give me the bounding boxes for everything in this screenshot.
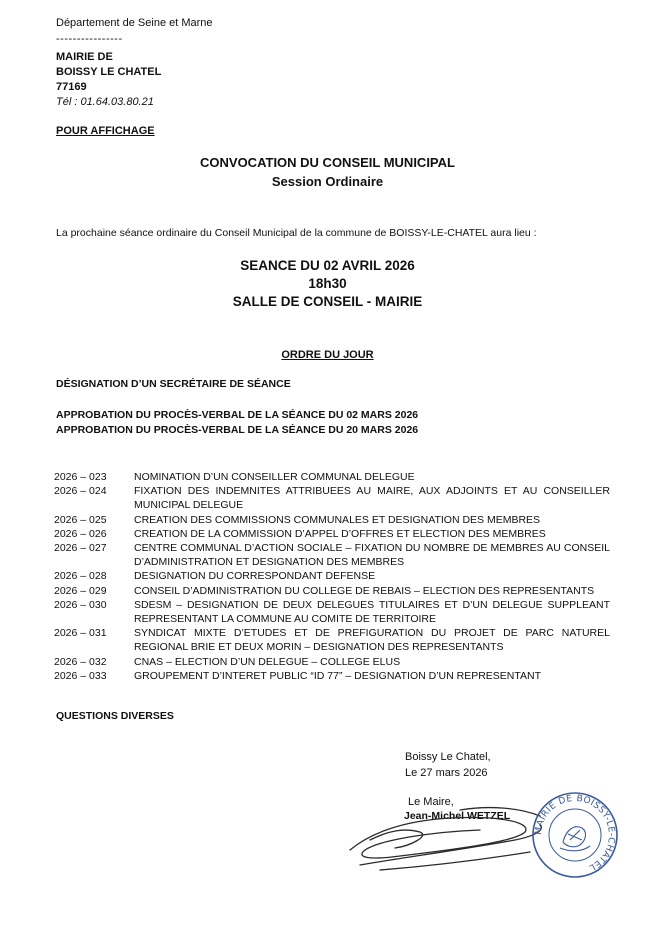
agenda-title: ORDRE DU JOUR [281,349,374,361]
agenda-item-number: 2026 – 033 [54,669,107,682]
posting-label: POUR AFFICHAGE [56,125,155,137]
phone-number: Tél : 01.64.03.80.21 [56,96,154,108]
approval-1: APPROBATION DU PROCÈS-VERBAL DE LA SÉANCE DU 02 MARS 2026 [56,409,419,421]
signing-place: Boissy Le Chatel, [405,751,491,763]
agenda-list [54,470,610,683]
agenda-item [54,598,610,626]
session-time: 18h30 [308,276,347,291]
agenda-item-text: CREATION DE LA COMMISSION D’APPEL D’OFFRES ET ELECTION DES MEMBRES [134,527,546,540]
agenda-item [54,484,610,512]
header-separator: ---------------- [56,33,123,45]
stamp-text: MAIRIE DE BOISSY-LE-CHATEL [533,793,617,873]
agenda-item-number: 2026 – 031 [54,627,107,640]
agenda-item-number: 2026 – 027 [54,542,107,555]
signing-date: Le 27 mars 2026 [405,767,488,779]
agenda-item-number: 2026 – 032 [54,655,107,668]
approval-2: APPROBATION DU PROCÈS-VERBAL DE LA SÉANCE DU 20 MARS 2026 [56,424,419,436]
intro-text: La prochaine séance ordinaire du Conseil Municipal de la commune de BOISSY-LE-CHATEL aura lieu : [56,227,537,239]
agenda-item-number: 2026 – 026 [54,527,107,540]
session-place: SALLE DE CONSEIL - MAIRIE [232,294,423,309]
agenda-item-text: CNAS – ELECTION D’UN DELEGUE – COLLEGE ELUS [134,655,401,668]
agenda-item-number: 2026 – 023 [54,471,107,483]
agenda-item-text: SYNDICAT MIXTE D’ETUDES ET DE PREFIGURATION DU PROJET DE PARC NATUREL REGIONAL BRIE ET DEUX MORIN – DESIGNATION DES REPRESENTANTS [134,627,610,654]
mairie-de-label: MAIRIE DE [56,51,113,63]
mairie-stamp [530,790,620,880]
agenda-item-number: 2026 – 030 [54,598,107,611]
agenda-item [54,513,610,527]
agenda-item-number: 2026 – 025 [54,513,107,526]
document-title: CONVOCATION DU CONSEIL MUNICIPAL [200,155,455,170]
agenda-item-text: NOMINATION D’UN CONSEILLER COMMUNAL DELEGUE [134,471,415,483]
agenda-item-number: 2026 – 024 [54,485,107,498]
agenda-item [54,569,610,583]
agenda-item-text: CREATION DES COMMISSIONS COMMUNALES ET DESIGNATION DES MEMBRES [134,513,541,526]
document-subtitle: Session Ordinaire [271,174,384,189]
agenda-item-number: 2026 – 028 [54,570,107,583]
agenda-item-number: 2026 – 029 [54,584,107,597]
agenda-item-text: DESIGNATION DU CORRESPONDANT DEFENSE [134,570,376,583]
secretary-designation: DÉSIGNATION D’UN SECRÉTAIRE DE SÉANCE [56,378,291,390]
agenda-item-text: GROUPEMENT D’INTERET PUBLIC “ID 77” – DESIGNATION D’UN REPRESENTANT [134,669,542,682]
agenda-item [54,527,610,541]
agenda-item [54,669,610,683]
agenda-item-text: CONSEIL D’ADMINISTRATION DU COLLEGE DE REBAIS – ELECTION DES REPRESENTANTS [134,584,595,597]
session-date: SEANCE DU 02 AVRIL 2026 [240,258,415,273]
agenda-item [54,626,610,654]
agenda-item [54,470,610,484]
agenda-item [54,584,610,598]
town-name: BOISSY LE CHATEL [56,66,162,78]
signatory-name: Jean-Michel WETZEL [404,810,511,822]
agenda-item [54,541,610,569]
signatory-role: Le Maire, [408,796,454,808]
agenda-item [54,655,610,669]
postcode: 77169 [56,81,87,93]
agenda-item-text: CENTRE COMMUNAL D’ACTION SOCIALE – FIXATION DU NOMBRE DE MEMBRES AU CONSEIL D’ADMINISTRATION ET DESIGNATION DES MEMBRES [134,542,610,569]
misc-questions: QUESTIONS DIVERSES [56,710,174,722]
handwritten-signature [340,770,560,880]
department-name: Département de Seine et Marne [56,17,213,29]
agenda-item-text: SDESM – DESIGNATION DE DEUX DELEGUES TITULAIRES ET D’UN DELEGUE SUPPLEANT REPRESENTANT LA COMMUNE AU COMITE DE TERRITOIRE [134,598,610,626]
agenda-item-text: FIXATION DES INDEMNITES ATTRIBUEES AU MAIRE, AUX ADJOINTS ET AU CONSEILLER MUNICIPAL DELEGUE [134,485,610,512]
